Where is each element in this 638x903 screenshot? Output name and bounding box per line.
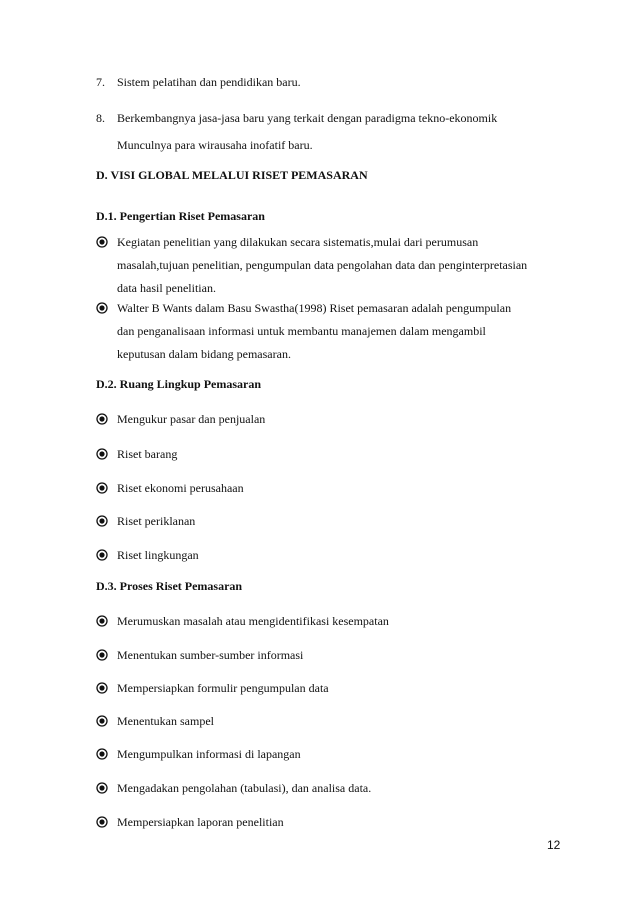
d1-bullet-1-line-1: Kegiatan penelitian yang dilakukan secara sistematis,mulai dari perumusan [117, 235, 479, 249]
bullet-icon [96, 816, 108, 828]
page-number: 12 [547, 838, 561, 852]
bullet-icon [96, 549, 108, 561]
d2-bullet-text: Mengukur pasar dan penjualan [117, 412, 266, 426]
d3-bullet-text: Mengumpulkan informasi di lapangan [117, 747, 301, 761]
subsection-heading-d3: D.3. Proses Riset Pemasaran [96, 579, 243, 593]
d3-bullet-text: Menentukan sumber-sumber informasi [117, 648, 304, 662]
subsection-heading-d2: D.2. Ruang Lingkup Pemasaran [96, 377, 262, 391]
bullet-icon [96, 715, 108, 727]
d2-bullet-text: Riset barang [117, 447, 178, 461]
d1-bullet-2-line-3: keputusan dalam bidang pemasaran. [117, 347, 291, 361]
numbered-item-7-text: Sistem pelatihan dan pendidikan baru. [117, 75, 301, 89]
list-number-7: 7. [96, 75, 105, 89]
bullet-icon [96, 649, 108, 661]
d1-bullet-1-line-3: data hasil penelitian. [117, 281, 216, 295]
d2-bullet-text: Riset ekonomi perusahaan [117, 481, 244, 495]
bullet-icon [96, 515, 108, 527]
bullet-icon [96, 748, 108, 760]
bullet-icon [96, 302, 108, 314]
section-heading: D. VISI GLOBAL MELALUI RISET PEMASARAN [96, 168, 368, 182]
d3-bullet-text: Menentukan sampel [117, 714, 214, 728]
d1-bullet-2-line-1: Walter B Wants dalam Basu Swastha(1998) Riset pemasaran adalah pengumpulan [117, 301, 512, 315]
d2-bullet-text: Riset periklanan [117, 514, 196, 528]
d3-bullet-text: Mempersiapkan formulir pengumpulan data [117, 681, 329, 695]
bullet-icon [96, 615, 108, 627]
d2-bullet-text: Riset lingkungan [117, 548, 199, 562]
bullet-icon [96, 448, 108, 460]
bullet-icon [96, 236, 108, 248]
bullet-icon [96, 413, 108, 425]
subsection-heading-d1: D.1. Pengertian Riset Pemasaran [96, 209, 265, 223]
bullet-icon [96, 482, 108, 494]
numbered-item-8-text-cont: Munculnya para wirausaha inofatif baru. [117, 138, 313, 152]
d1-bullet-1-line-2: masalah,tujuan penelitian, pengumpulan data pengolahan data dan penginterpretasian [117, 258, 528, 272]
d3-bullet-text: Merumuskan masalah atau mengidentifikasi kesempatan [117, 614, 389, 628]
numbered-item-8-text: Berkembangnya jasa-jasa baru yang terkait dengan paradigma tekno-ekonomik [117, 111, 498, 125]
d1-bullet-2-line-2: dan penganalisaan informasi untuk membantu manajemen dalam mengambil [117, 324, 486, 338]
bullet-icon [96, 682, 108, 694]
bullet-icon [96, 782, 108, 794]
list-number-8: 8. [96, 111, 105, 125]
d3-bullet-text: Mengadakan pengolahan (tabulasi), dan analisa data. [117, 781, 372, 795]
d3-bullet-text: Mempersiapkan laporan penelitian [117, 815, 284, 829]
